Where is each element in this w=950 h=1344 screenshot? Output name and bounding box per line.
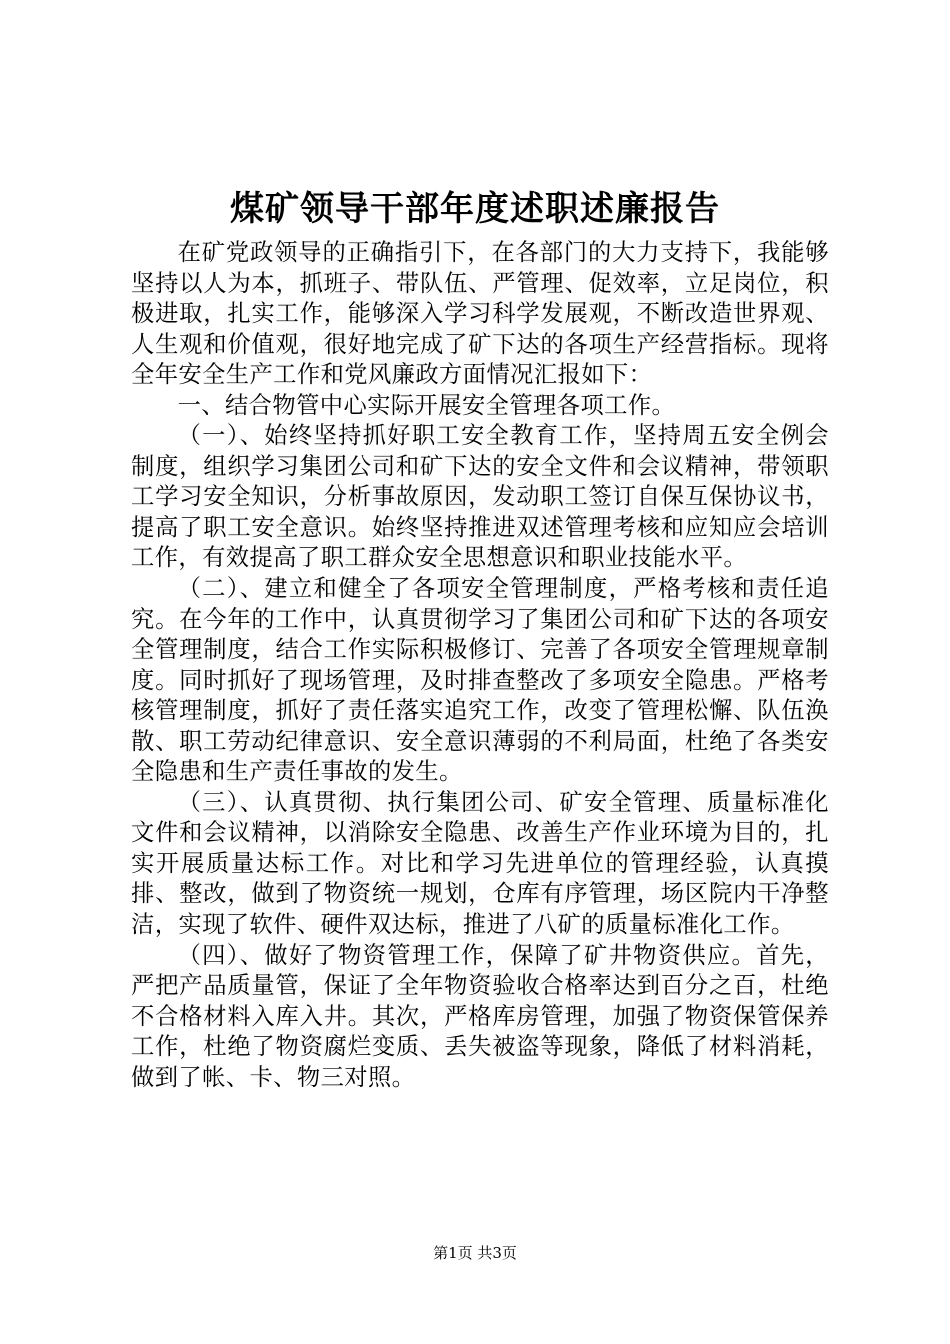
paragraph-item-4: （四）、做好了物资管理工作，保障了矿井物资供应。首先，严把产品质量管，保证了全年物资验收合格率达到百分之百，杜绝不合格材料入库入井。其次，严格库房管理，加强了物资保管保养工作，杜绝了物资腐烂变质、丢失被盗等现象，降低了材料消耗，做到了帐、卡、物三对照。	[131, 941, 829, 1091]
paragraph-intro: 在矿党政领导的正确指引下，在各部门的大力支持下，我能够坚持以人为本，抓班子、带队伍、严管理、促效率，立足岗位，积极进取，扎实工作，能够深入学习科学发展观，不断改造世界观、人生观和价值观，很好地完成了矿下达的各项生产经营指标。现将全年安全生产工作和党风廉政方面情况汇报如下：	[131, 239, 829, 389]
paragraph-item-2: （二）、建立和健全了各项安全管理制度，严格考核和责任追究。在今年的工作中，认真贯彻学习了集团公司和矿下达的各项安全管理制度，结合工作实际积极修订、完善了各项安全管理规章制度。同时抓好了现场管理，及时排查整改了多项安全隐患。严格考核管理制度，抓好了责任落实追究工作，改变了管理松懈、队伍涣散、职工劳动纪律意识、安全意识薄弱的不利局面，杜绝了各类安全隐患和生产责任事故的发生。	[131, 575, 829, 786]
page-number-footer: 第1页 共3页	[433, 1244, 517, 1262]
document-body	[131, 238, 829, 1093]
paragraph-item-3: （三）、认真贯彻、执行集团公司、矿安全管理、质量标准化文件和会议精神，以消除安全隐患、改善生产作业环境为目的，扎实开展质量达标工作。对比和学习先进单位的管理经验，认真摸排、整改，做到了物资统一规划，仓库有序管理，场区院内干净整洁，实现了软件、硬件双达标，推进了八矿的质量标准化工作。	[131, 788, 829, 939]
section-heading-safety: 一、结合物管中心实际开展安全管理各项工作。	[177, 391, 676, 419]
paragraph-item-1: （一）、始终坚持抓好职工安全教育工作，坚持周五安全例会制度，组织学习集团公司和矿下达的安全文件和会议精神，带领职工学习安全知识，分析事故原因，发动职工签订自保互保协议书，提高了职工安全意识。始终坚持推进双述管理考核和应知应会培训工作，有效提高了职工群众安全思想意识和职业技能水平。	[131, 422, 829, 572]
document-title: 煤矿领导干部年度述职述廉报告	[230, 189, 720, 229]
